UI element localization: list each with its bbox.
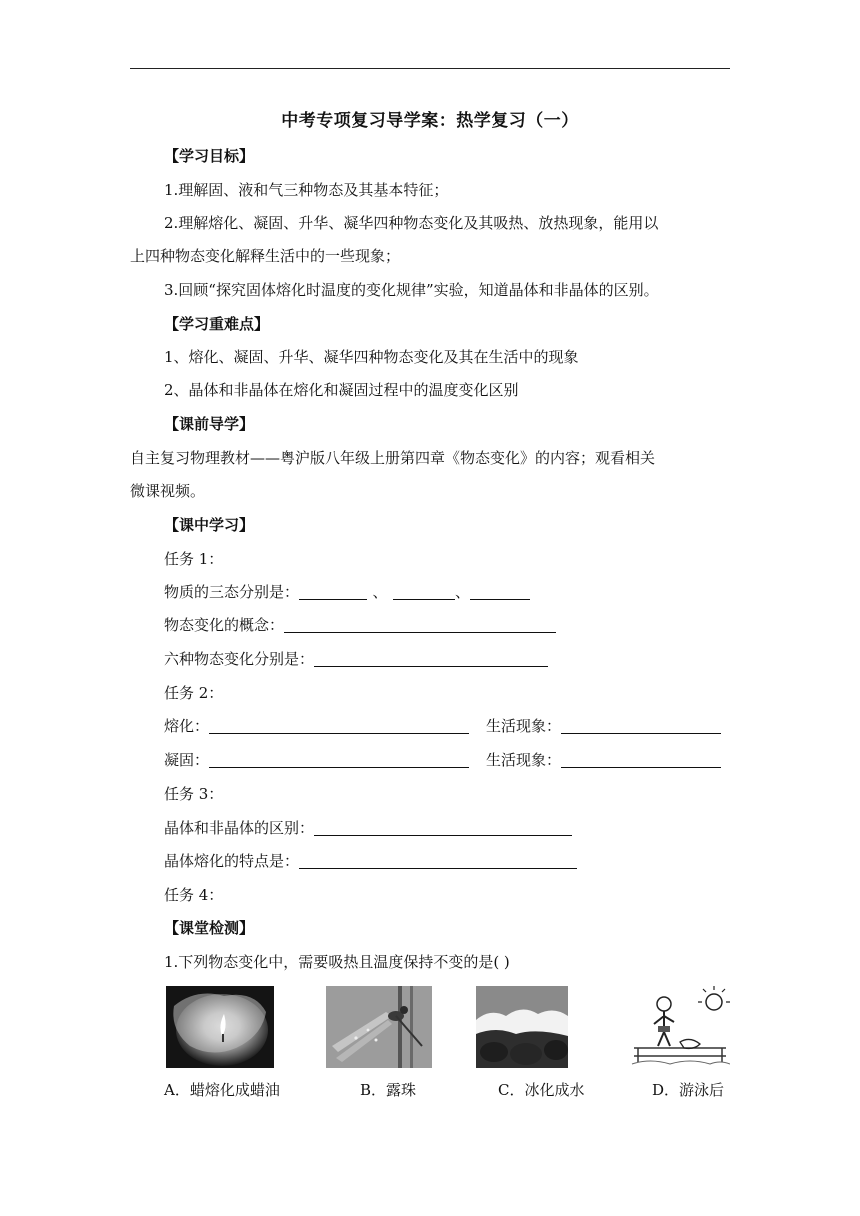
melting-label: 熔化： xyxy=(164,717,210,735)
three-states-label: 物质的三态分别是： xyxy=(164,583,300,601)
task-4-label: 任务 4： xyxy=(164,886,224,904)
in-class-heading: 【课中学习】 xyxy=(164,516,255,534)
dew-dragonfly-photo xyxy=(326,986,432,1068)
separator: 、 xyxy=(455,583,471,601)
option-d[interactable]: D．游泳后 xyxy=(652,1081,725,1099)
six-changes-row xyxy=(164,649,548,669)
objective-1: 1.理解固、液和气三种物态及其基本特征； xyxy=(164,181,449,199)
six-changes-label: 六种物态变化分别是： xyxy=(164,650,315,668)
preview-line-1: 自主复习物理教材——粤沪版八年级上册第四章《物态变化》的内容；观看相关 xyxy=(130,449,656,467)
solidify-label: 凝固： xyxy=(164,751,210,769)
crystal-diff-label: 晶体和非晶体的区别： xyxy=(164,819,315,837)
task-3-label: 任务 3： xyxy=(164,785,224,803)
objectives-heading: 【学习目标】 xyxy=(164,147,255,165)
three-states-row xyxy=(164,582,530,602)
crystal-melt-row xyxy=(164,851,577,871)
question-1: 1.下列物态变化中，需要吸热且温度保持不变的是( ) xyxy=(164,953,510,971)
task-2-label: 任务 2： xyxy=(164,684,224,702)
page-title: 中考专项复习导学案：热学复习（一） xyxy=(281,111,579,131)
solidify-life-blank[interactable] xyxy=(561,751,721,768)
melting-row xyxy=(164,716,469,736)
objective-2-line-1: 2.理解熔化、凝固、升华、凝华四种物态变化及其吸热、放热现象，能用以 xyxy=(164,214,659,232)
option-b[interactable]: B．露珠 xyxy=(360,1081,417,1099)
header-rule xyxy=(130,68,730,69)
life-phenomenon-label: 生活现象： xyxy=(486,751,562,769)
key-point-2: 2、晶体和非晶体在熔化和凝固过程中的温度变化区别 xyxy=(164,381,519,399)
quiz-heading: 【课堂检测】 xyxy=(164,919,255,937)
solidify-life-row xyxy=(486,750,721,770)
key-point-1: 1、熔化、凝固、升华、凝华四种物态变化及其在生活中的现象 xyxy=(164,348,579,366)
life-phenomenon-label: 生活现象： xyxy=(486,717,562,735)
preview-line-2: 微课视频。 xyxy=(130,482,206,500)
state-blank-1[interactable] xyxy=(299,583,367,600)
state-blank-3[interactable] xyxy=(470,583,530,600)
objective-2-line-2: 上四种物态变化解释生活中的一些现象； xyxy=(130,247,401,265)
separator: 、 xyxy=(372,583,388,601)
option-a[interactable]: A．蜡熔化成蜡油 xyxy=(164,1081,280,1099)
state-blank-2[interactable] xyxy=(393,583,455,600)
task-1-label: 任务 1： xyxy=(164,550,224,568)
crystal-diff-row xyxy=(164,818,572,838)
objective-3: 3.回顾“探究固体熔化时温度的变化规律”实验，知道晶体和非晶体的区别。 xyxy=(164,281,659,299)
concept-row xyxy=(164,615,556,635)
melting-life-row xyxy=(486,716,721,736)
concept-label: 物态变化的概念： xyxy=(164,616,285,634)
crystal-melt-label: 晶体熔化的特点是： xyxy=(164,852,300,870)
key-points-heading: 【学习重难点】 xyxy=(164,315,270,333)
option-c[interactable]: C．冰化成水 xyxy=(498,1081,585,1099)
preview-heading: 【课前导学】 xyxy=(164,415,255,433)
melting-life-blank[interactable] xyxy=(561,717,721,734)
solidify-blank[interactable] xyxy=(209,751,469,768)
crystal-diff-blank[interactable] xyxy=(314,819,572,836)
candle-photo xyxy=(166,986,274,1068)
six-changes-blank[interactable] xyxy=(314,650,548,667)
concept-blank[interactable] xyxy=(284,616,556,633)
swimmer-drawing xyxy=(630,986,730,1068)
ice-melting-photo xyxy=(476,986,568,1068)
solidify-row xyxy=(164,750,469,770)
crystal-melt-blank[interactable] xyxy=(299,852,577,869)
melting-blank[interactable] xyxy=(209,717,469,734)
